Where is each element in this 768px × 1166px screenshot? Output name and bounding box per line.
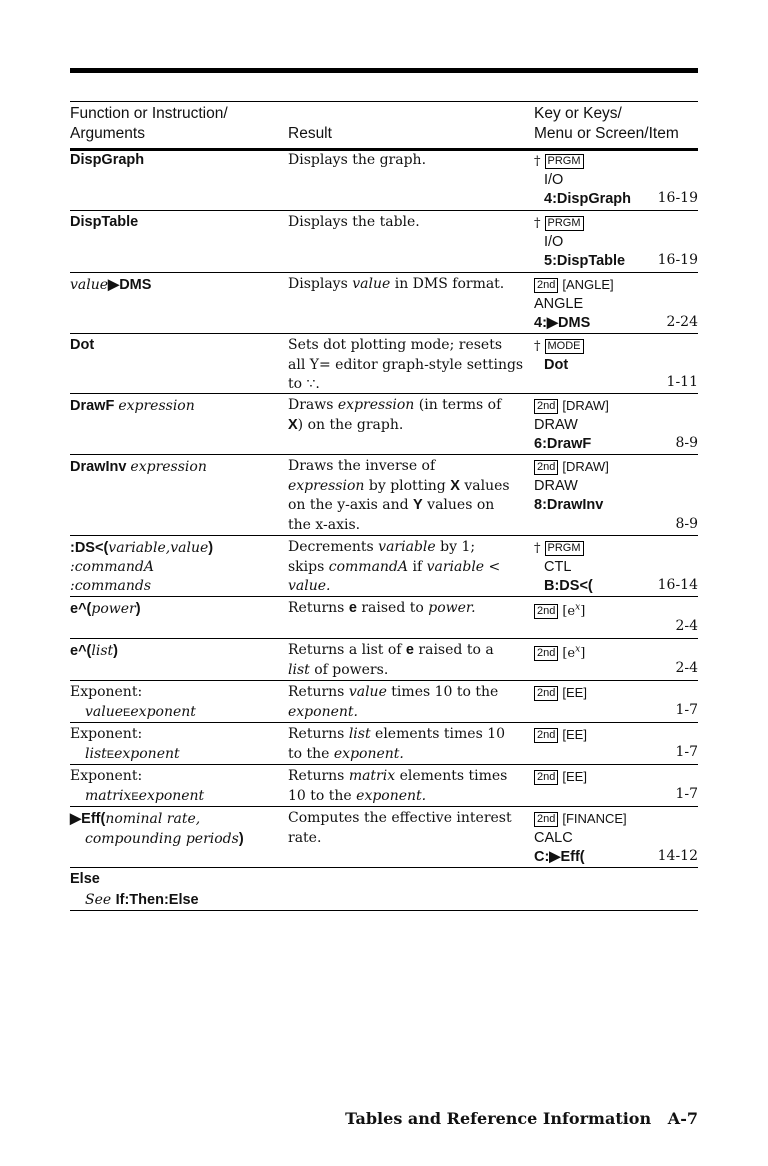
page-ref: 8-9 <box>675 516 698 532</box>
menu-label: I/O <box>544 233 564 250</box>
menu-item: 5:DispTable <box>544 253 626 269</box>
result-text: Displays value in DMS format. <box>288 276 505 292</box>
prgm-key: PRGM <box>545 216 584 231</box>
menu-label: CTL <box>544 558 572 575</box>
result-text: Returns a list of e raised to a list of powers. <box>288 642 494 678</box>
table-row <box>70 807 698 868</box>
table-row <box>70 536 698 597</box>
key-cell: 2nd [EE] <box>534 725 698 745</box>
table-header <box>70 102 698 151</box>
header-col-function: Function or Instruction/ Arguments <box>70 105 228 142</box>
key-cell: 2nd [ANGLE] ANGLE 4:▶DMS <box>534 275 698 334</box>
key-cell <box>534 336 698 375</box>
table-row <box>70 394 698 455</box>
page-ref: 2-24 <box>666 314 698 330</box>
top-rule <box>70 68 698 73</box>
key-cell: 2nd $[e^x]$ <box>534 641 698 661</box>
key-cell: 2nd [DRAW] DRAW 8:DrawInv <box>534 457 698 516</box>
function-name: ▶Eff(nominal rate, compounding periods) <box>70 811 244 847</box>
2nd-key: 2nd <box>534 278 558 293</box>
menu-item: 4:DispGraph <box>544 191 632 207</box>
2nd-key: 2nd <box>534 460 558 475</box>
table-row <box>70 639 698 681</box>
table-row <box>70 334 698 394</box>
function-name: DrawF expression <box>70 398 195 414</box>
function-name: value▶DMS <box>70 277 152 293</box>
page-ref: 1-7 <box>675 786 698 802</box>
page-ref: 14-12 <box>657 848 698 864</box>
dagger-icon: † <box>534 339 541 354</box>
table-row <box>70 597 698 639</box>
menu-label: ANGLE <box>534 295 584 312</box>
function-name: Dot <box>70 337 95 353</box>
2nd-key: 2nd <box>534 686 558 701</box>
table-row <box>70 723 698 765</box>
function-name: e^(power) <box>70 601 141 617</box>
function-name: Exponent: valueEexponent <box>70 684 196 720</box>
page-ref: 8-9 <box>675 435 698 451</box>
mode-key: MODE <box>545 339 584 354</box>
result-text: Draws the inverse of expression by plotting X values on the y-axis and Y values on the x-axis. <box>288 458 510 533</box>
table-row <box>70 681 698 723</box>
2nd-key: 2nd <box>534 770 558 785</box>
result-text: Decrements variable by 1; skips commandA if variable < value. <box>288 539 501 594</box>
menu-item: 8:DrawInv <box>534 497 604 513</box>
table-row <box>70 868 698 911</box>
2nd-key: 2nd <box>534 728 558 743</box>
menu-label: DRAW <box>534 416 578 433</box>
page-ref: 2-4 <box>675 618 698 634</box>
menu-item: Dot <box>544 356 569 373</box>
header-col-result: Result <box>288 125 332 142</box>
page-ref: 16-19 <box>657 252 698 268</box>
2nd-key: 2nd <box>534 812 558 827</box>
result-text: Draws expression (in terms of X) on the graph. <box>288 397 502 433</box>
menu-item: 4:▶DMS <box>534 315 591 331</box>
key-cell: 2nd [FINANCE] CALC C:▶Eff( <box>534 809 698 868</box>
menu-label: I/O <box>544 171 564 188</box>
page-ref: 1-11 <box>666 374 698 390</box>
table-row <box>70 273 698 334</box>
page-ref: 16-14 <box>657 577 698 593</box>
menu-label: CALC <box>534 829 573 846</box>
function-name: Exponent: matrixEexponent <box>70 768 205 804</box>
menu-item: B:DS<( <box>544 578 593 594</box>
result-text: Displays the table. <box>288 214 420 230</box>
key-cell: 2nd $[e^x]$ <box>534 599 698 619</box>
prgm-key: PRGM <box>545 541 584 556</box>
page-ref: 1-7 <box>675 744 698 760</box>
result-text: Returns list elements times 10 to the exponent. <box>288 726 506 762</box>
header-col-keys: Key or Keys/ Menu or Screen/Item <box>534 105 679 142</box>
prgm-key: PRGM <box>545 154 584 169</box>
2nd-key: 2nd <box>534 399 558 414</box>
result-text: Displays the graph. <box>288 152 427 168</box>
page-ref: 16-19 <box>657 190 698 206</box>
function-name: e^(list) <box>70 643 118 659</box>
page-footer: Tables and Reference Information A-7 <box>345 1109 698 1128</box>
function-name: Else See If:Then:Else <box>70 871 199 908</box>
menu-item: C:▶Eff( <box>534 849 585 865</box>
table-row <box>70 211 698 273</box>
dagger-icon: † <box>534 154 541 169</box>
result-text: Sets dot plotting mode; resets all Y= editor graph-style settings to ∵. <box>288 337 524 392</box>
result-text: Returns e raised to power. <box>288 600 476 616</box>
reference-table <box>70 101 698 911</box>
function-name: DrawInv expression <box>70 459 207 475</box>
menu-label: DRAW <box>534 477 578 494</box>
page-ref: 1-7 <box>675 702 698 718</box>
2nd-key: 2nd <box>534 604 558 619</box>
table-row <box>70 765 698 807</box>
key-cell: 2nd [EE] <box>534 683 698 703</box>
page-ref: 2-4 <box>675 660 698 676</box>
dagger-icon: † <box>534 216 541 231</box>
table-row <box>70 455 698 536</box>
key-cell: 2nd [DRAW] DRAW 6:DrawF <box>534 396 698 455</box>
key-cell: 2nd [EE] <box>534 767 698 787</box>
result-text: Returns value times 10 to the exponent. <box>288 684 499 720</box>
result-text: Returns matrix elements times 10 to the exponent. <box>288 768 508 804</box>
result-text: Computes the effective interest rate. <box>288 810 512 846</box>
dagger-icon: † <box>534 541 541 556</box>
table-row <box>70 151 698 211</box>
function-name: DispTable <box>70 214 139 230</box>
function-name: Exponent: listEexponent <box>70 726 180 762</box>
menu-item: 6:DrawF <box>534 436 592 452</box>
function-name: DispGraph <box>70 152 145 168</box>
function-name: :DS<(variable,value) :commandA :commands <box>70 540 214 594</box>
2nd-key: 2nd <box>534 646 558 661</box>
